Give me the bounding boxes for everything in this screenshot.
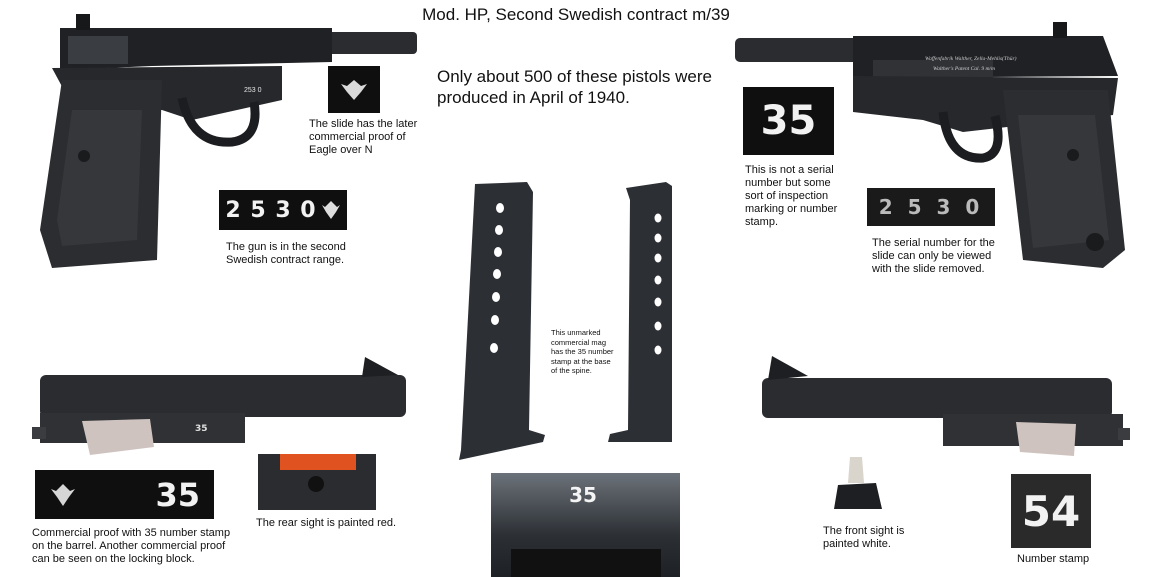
inspection-stamp-text: 35 — [760, 98, 817, 144]
slide-marking-line1: Waffenfabrik Walther, Zella-Mehlis(Thür) — [925, 56, 1017, 62]
barrel-proof-stamp — [35, 470, 214, 519]
barrel-left-photo — [30, 355, 410, 455]
barrel-proof-caption: Commercial proof with 35 number stamp on the barrel. Another commercial proof can be seen on the locking block. — [32, 527, 231, 565]
eagle-proof-icon — [321, 199, 341, 221]
eagle-proof-icon — [49, 482, 77, 508]
mag-stamp-photo — [491, 473, 680, 577]
page-title: Mod. HP, Second Swedish contract m/39 — [422, 5, 730, 24]
front-sight-caption: The front sight is painted white. — [823, 525, 905, 550]
contract-range-caption: The gun is in the second Swedish contract range. — [226, 241, 346, 266]
locking-block-stamp-text: 54 — [1021, 486, 1081, 536]
slide-proof-caption: The slide has the later commercial proof of Eagle over N — [309, 118, 418, 156]
front-sight-photo — [830, 453, 885, 511]
mag-caption: This unmarked commercial mag has the 35 number stamp at the base of the spine. — [551, 328, 614, 375]
mag-stamp-text: 35 — [569, 483, 597, 507]
slide-serial-stamp-text: 2 5 3 0 — [878, 195, 984, 219]
intro-text: Only about 500 of these pistols were produced in April of 1940. — [437, 67, 712, 107]
slide-marking-line2: Walther's Patent Cal. 9 m/m — [933, 66, 995, 72]
eagle-proof-photo — [328, 66, 380, 113]
rear-sight-photo — [258, 454, 376, 510]
frame-serial-marking: 253 0 — [244, 87, 262, 94]
slide-serial-stamp — [867, 188, 995, 226]
barrel-right-photo — [758, 352, 1134, 462]
mag-base — [511, 549, 661, 577]
slide-serial-caption: The serial number for the slide can only be viewed with the slide removed. — [872, 237, 995, 275]
rear-sight-notch — [308, 476, 324, 492]
number-stamp-caption: Number stamp — [1017, 553, 1090, 565]
inspection-stamp — [743, 87, 834, 155]
magazine-left-photo — [455, 180, 545, 465]
barrel-stamp-small: 35 — [195, 424, 208, 434]
inspection-caption: This is not a serial number but some sort of inspection marking or number stamp. — [745, 164, 838, 228]
frame-serial-stamp-text: 2 5 3 0 — [225, 197, 317, 223]
rear-sight-red-paint — [280, 454, 356, 470]
frame-serial-stamp — [219, 190, 347, 230]
magazine-right-photo — [606, 180, 686, 445]
locking-block-stamp — [1011, 474, 1091, 548]
rear-sight-caption: The rear sight is painted red. — [256, 517, 397, 529]
eagle-over-n-icon — [339, 76, 369, 104]
barrel-proof-stamp-text: 35 — [155, 475, 200, 514]
